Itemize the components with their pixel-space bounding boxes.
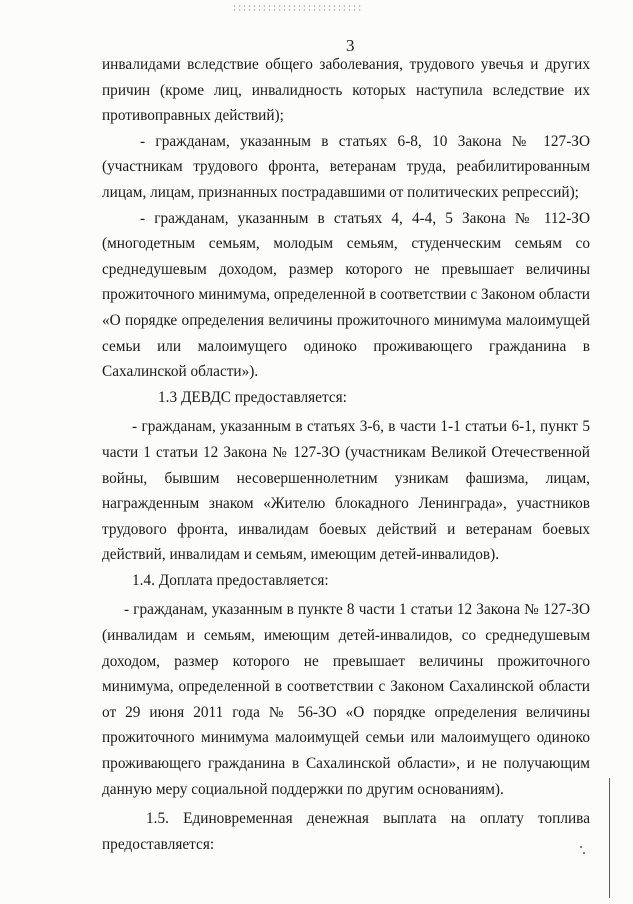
scan-speck [583, 852, 585, 854]
scan-edge-line [609, 778, 610, 898]
paragraph-list-item-112: - гражданам, указанным в статьях 4, 4-4, 5 Закона № 112-ЗО (многодетным семьям, молодым семьям, студенческим семьям со среднедушевым доходом, размер которого не превышает величины прожиточного минимума, определенной в соответствии с Законом области «О порядке определения величины прожиточного минимума малоимущей семьи или малоимущего одиноко проживающего гражданина в Сахалинской области»). [102, 209, 590, 381]
page-number: 3 [346, 36, 355, 55]
scan-artifact [232, 4, 362, 12]
paragraph-list-item-devds: - гражданам, указанным в статьях 3-6, в части 1-1 статьи 6-1, пункт 5 части 1 статьи 12 Закона № 127-ЗО (участникам Великой Отечественной войны, бывшим несовершеннолетним узникам фашизма, лицам, награжденным знаком «Жителю блокадного Ленинграда», участников трудового фронта, инвалидам боевых действий и ветеранам боевых действий, инвалидам и семьям, имеющим детей-инвалидов). [102, 418, 590, 564]
paragraph-list-item-127: - гражданам, указанным в статьях 6-8, 10 Закона № 127-ЗО (участникам трудового фронта, ветеранам труда, реабилитированным лицам, лицам, признанных пострадавшими от политических репрессий); [102, 132, 590, 201]
paragraph-continuation: инвалидами вследствие общего заболевания, трудового увечья и других причин (кроме лиц, инвалидность которых наступила вследствие их противоправных действий); [102, 56, 590, 125]
document-body [102, 52, 590, 857]
section-heading-1-4: 1.4. Доплата предоставляется: [132, 571, 329, 589]
section-heading-1-5: 1.5. Единовременная денежная выплата на оплату топлива предоставляется: [102, 810, 590, 853]
paragraph-list-item-doplata: - гражданам, указанным в пункте 8 части 1 статьи 12 Закона № 127-ЗО (инвалидам и семьям, имеющим детей-инвалидов, со среднедушевым доходом, размер которого не превышает величины прожиточного минимума, определенной в соответствии с Законом Сахалинской области от 29 июня 2011 года № 56-ЗО «О порядке определения величины прожиточного минимума малоимущей семьи или малоимущего одиноко проживающего гражданина в Сахалинской области», и не получающим данную меру социальной поддержки по другим основаниям). [102, 601, 590, 798]
scan-speck [580, 846, 582, 848]
section-heading-1-3: 1.3 ДЕВДС предоставляется: [158, 388, 347, 406]
